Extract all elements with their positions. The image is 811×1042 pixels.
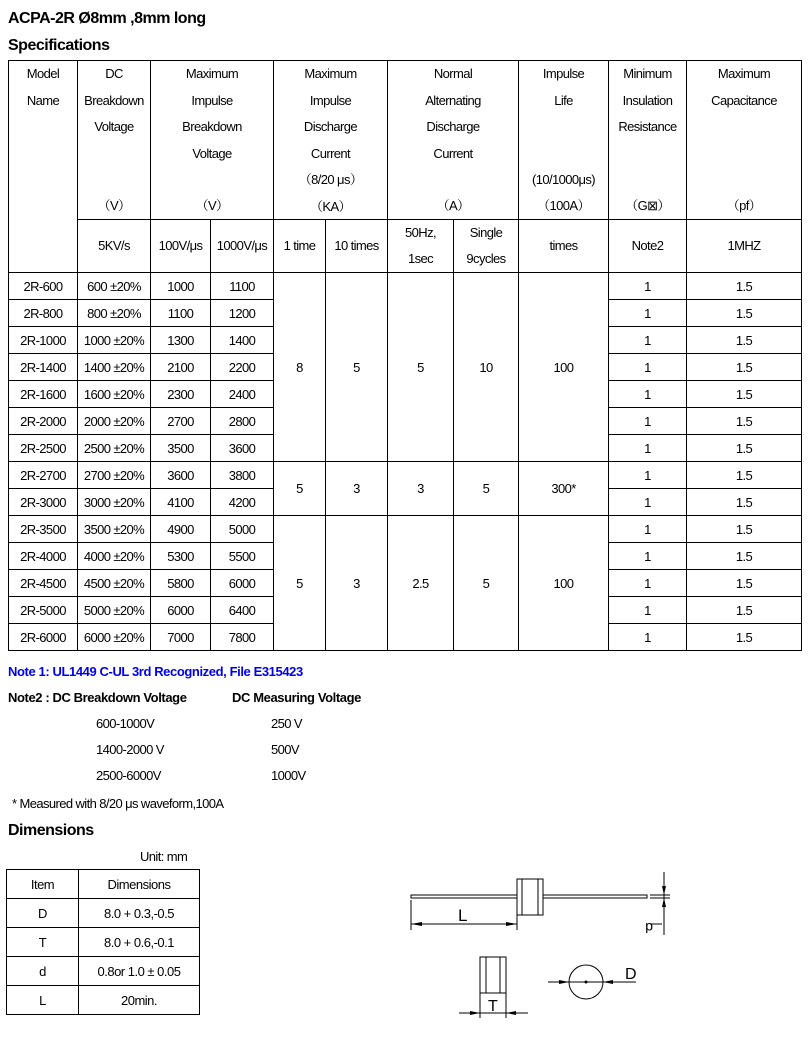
- impulse-breakdown-100: 4100: [151, 489, 211, 516]
- model-name: 2R-3500: [9, 516, 78, 543]
- impulse-breakdown-100: 2700: [151, 408, 211, 435]
- label-d: d: [645, 920, 653, 936]
- text-line: 100V/μs: [158, 238, 203, 253]
- subheader-cell: [388, 220, 454, 273]
- header-line: DC: [105, 66, 123, 81]
- insulation-resistance: 1: [609, 597, 687, 624]
- header-line: Impulse: [309, 92, 352, 108]
- header-line: Maximum: [717, 66, 771, 81]
- label-L: L: [458, 906, 468, 925]
- header-line: Life: [554, 92, 573, 108]
- dc-breakdown-voltage: 800 ±20%: [78, 300, 151, 327]
- insulation-resistance: 1: [609, 300, 687, 327]
- model-name: 2R-1600: [9, 381, 78, 408]
- dc-breakdown-voltage: 3500 ±20%: [78, 516, 151, 543]
- subheader-cell: [211, 220, 274, 273]
- dc-breakdown-voltage: 4000 ±20%: [78, 543, 151, 570]
- capacitance: 1.5: [687, 570, 802, 597]
- impulse-breakdown-100: 3600: [151, 462, 211, 489]
- component-diagram: [400, 850, 690, 1030]
- impulse-breakdown-100: 3500: [151, 435, 211, 462]
- header-unit: （pf）: [726, 198, 762, 213]
- impulse-breakdown-1000: 2800: [211, 408, 274, 435]
- body-side: [517, 879, 543, 915]
- model-name: 2R-4000: [9, 543, 78, 570]
- note-1: Note 1: UL1449 C-UL 3rd Recognized, File E315423: [8, 664, 303, 679]
- model-name: 2R-6000: [9, 624, 78, 651]
- impulse-breakdown-100: 6000: [151, 597, 211, 624]
- header-line: Insulation: [622, 92, 673, 108]
- impulse-breakdown-100: 7000: [151, 624, 211, 651]
- discharge-1-time: 5: [274, 516, 326, 651]
- header-unit: （V）: [97, 198, 131, 213]
- capacitance: 1.5: [687, 273, 802, 300]
- dim-value: 8.0 + 0.6,-0.1: [79, 928, 200, 957]
- dc-breakdown-voltage: 5000 ±20%: [78, 597, 151, 624]
- column-header: [274, 61, 388, 220]
- dim-row: [7, 928, 200, 957]
- impulse-breakdown-1000: 1200: [211, 300, 274, 327]
- impulse-breakdown-100: 5800: [151, 570, 211, 597]
- insulation-resistance: 1: [609, 327, 687, 354]
- measuring-voltage: 500V: [271, 742, 299, 757]
- discharge-10-times: 3: [326, 462, 388, 516]
- header-line: Normal: [433, 66, 473, 81]
- label-T: T: [488, 998, 498, 1015]
- dc-breakdown-voltage: 2700 ±20%: [78, 462, 151, 489]
- model-name: 2R-4500: [9, 570, 78, 597]
- dc-breakdown-voltage: 1000 ±20%: [78, 327, 151, 354]
- capacitance: 1.5: [687, 489, 802, 516]
- model-name: 2R-1400: [9, 354, 78, 381]
- subheader-cell: [326, 220, 388, 273]
- note-2-col2: DC Measuring Voltage: [232, 690, 362, 705]
- text-line: 10 times: [334, 238, 379, 253]
- subheader-cell: [151, 220, 211, 273]
- insulation-resistance: 1: [609, 462, 687, 489]
- header-line: （8/20 μs）: [298, 172, 363, 187]
- header-line: Resistance: [618, 119, 677, 134]
- insulation-resistance: 1: [609, 543, 687, 570]
- subheader-cell: [687, 220, 802, 273]
- ac-50hz: 3: [388, 462, 454, 516]
- capacitance: 1.5: [687, 327, 802, 354]
- measuring-voltage: 1000V: [271, 768, 306, 783]
- column-header: [9, 61, 78, 273]
- impulse-life: 300*: [519, 462, 609, 516]
- dim-item: T: [7, 928, 79, 957]
- column-header: [609, 61, 687, 220]
- capacitance: 1.5: [687, 354, 802, 381]
- text-line: Single: [469, 225, 503, 240]
- dimensions-heading: Dimensions: [8, 822, 94, 839]
- text-line: times: [549, 238, 578, 253]
- dc-breakdown-voltage: 2000 ±20%: [78, 408, 151, 435]
- specifications-table: [8, 60, 802, 651]
- subheader-cell: [454, 220, 519, 273]
- header-line: Maximum: [185, 66, 239, 81]
- header-line: Maximum: [304, 66, 357, 81]
- ac-single-9cycles: 10: [454, 273, 519, 462]
- column-header: [151, 61, 274, 220]
- header-line: Impulse: [191, 92, 233, 108]
- header-line: Alternating: [425, 92, 481, 108]
- insulation-resistance: 1: [609, 273, 687, 300]
- header-line: Name: [26, 92, 60, 108]
- dim-column-header: Item: [7, 870, 79, 899]
- subheader-cell: [274, 220, 326, 273]
- impulse-breakdown-100: 1000: [151, 273, 211, 300]
- impulse-breakdown-100: 2300: [151, 381, 211, 408]
- capacitance: 1.5: [687, 462, 802, 489]
- capacitance: 1.5: [687, 597, 802, 624]
- header-line: Voltage: [94, 119, 134, 134]
- impulse-breakdown-1000: 6000: [211, 570, 274, 597]
- impulse-breakdown-1000: 7800: [211, 624, 274, 651]
- header-line: Voltage: [192, 145, 232, 161]
- header-line: Breakdown: [84, 92, 144, 108]
- label-D: D: [625, 966, 637, 983]
- table-row: [9, 462, 802, 489]
- capacitance: 1.5: [687, 300, 802, 327]
- model-name: 2R-2000: [9, 408, 78, 435]
- lead-right: [543, 895, 647, 898]
- measuring-voltage: 250 V: [271, 716, 302, 731]
- header-line: Capacitance: [711, 92, 777, 108]
- impulse-life: 100: [519, 516, 609, 651]
- dim-value: 8.0 + 0.3,-0.5: [79, 899, 200, 928]
- column-header: [687, 61, 802, 220]
- header-line: Minimum: [623, 66, 672, 81]
- breakdown-range: 600-1000V: [96, 716, 155, 731]
- capacitance: 1.5: [687, 408, 802, 435]
- header-line: Current: [310, 145, 351, 161]
- header-unit: （G⊠）: [625, 198, 670, 213]
- dim-value: 0.8or 1.0 ± 0.05: [79, 957, 200, 986]
- impulse-breakdown-100: 2100: [151, 354, 211, 381]
- capacitance: 1.5: [687, 381, 802, 408]
- impulse-breakdown-1000: 2200: [211, 354, 274, 381]
- insulation-resistance: 1: [609, 408, 687, 435]
- text-line: 1000V/μs: [216, 238, 268, 253]
- header-line: Impulse: [542, 66, 585, 81]
- insulation-resistance: 1: [609, 354, 687, 381]
- dim-row: [7, 957, 200, 986]
- discharge-10-times: 5: [326, 273, 388, 462]
- lead-left: [411, 895, 517, 898]
- header-line: Discharge: [303, 119, 358, 134]
- breakdown-range: 2500-6000V: [96, 768, 161, 783]
- ac-single-9cycles: 5: [454, 462, 519, 516]
- dc-breakdown-voltage: 600 ±20%: [78, 273, 151, 300]
- discharge-10-times: 3: [326, 516, 388, 651]
- dim-item: d: [7, 957, 79, 986]
- specifications-heading: Specifications: [8, 37, 110, 54]
- capacitance: 1.5: [687, 516, 802, 543]
- footnote: * Measured with 8/20 μs waveform,100A: [12, 796, 224, 811]
- breakdown-range: 1400-2000 V: [96, 742, 164, 757]
- dc-breakdown-voltage: 1600 ±20%: [78, 381, 151, 408]
- impulse-breakdown-1000: 3600: [211, 435, 274, 462]
- dimensions-table: [6, 869, 200, 1015]
- dim-row: [7, 986, 200, 1015]
- note-2-label: Note2 : DC Breakdown Voltage: [8, 690, 187, 705]
- impulse-life: 100: [519, 273, 609, 462]
- header-line: Breakdown: [182, 119, 242, 134]
- capacitance: 1.5: [687, 435, 802, 462]
- dim-value: 20min.: [79, 986, 200, 1015]
- impulse-breakdown-1000: 6400: [211, 597, 274, 624]
- text-line: 1MHZ: [727, 238, 761, 253]
- table-row: [9, 273, 802, 300]
- impulse-breakdown-1000: 1100: [211, 273, 274, 300]
- insulation-resistance: 1: [609, 489, 687, 516]
- header-row: [9, 61, 802, 220]
- insulation-resistance: 1: [609, 516, 687, 543]
- insulation-resistance: 1: [609, 570, 687, 597]
- header-unit: （V）: [195, 198, 229, 213]
- header-unit: （KA）: [310, 198, 351, 214]
- text-line: 50Hz,: [405, 225, 436, 240]
- ac-50hz: 5: [388, 273, 454, 462]
- body-front: [480, 957, 506, 993]
- header-line: Model: [26, 66, 60, 81]
- dim-row: [7, 899, 200, 928]
- impulse-breakdown-1000: 4200: [211, 489, 274, 516]
- header-line: Discharge: [426, 119, 480, 134]
- dim-column-header: Dimensions: [79, 870, 200, 899]
- table-row: [9, 516, 802, 543]
- text-line: 1 time: [283, 238, 316, 253]
- model-name: 2R-800: [9, 300, 78, 327]
- dc-breakdown-voltage: 2500 ±20%: [78, 435, 151, 462]
- header-unit: (10/1000μs) （100A）: [531, 172, 596, 213]
- unit-label: Unit: mm: [140, 849, 188, 864]
- dc-breakdown-voltage: 6000 ±20%: [78, 624, 151, 651]
- ac-50hz: 2.5: [388, 516, 454, 651]
- impulse-breakdown-100: 5300: [151, 543, 211, 570]
- text-line: 5KV/s: [98, 238, 130, 253]
- page-title: ACPA-2R Ø8mm ,8mm long: [8, 10, 206, 27]
- impulse-breakdown-1000: 5000: [211, 516, 274, 543]
- dc-breakdown-voltage: 1400 ±20%: [78, 354, 151, 381]
- discharge-1-time: 5: [274, 462, 326, 516]
- model-name: 2R-1000: [9, 327, 78, 354]
- model-name: 2R-3000: [9, 489, 78, 516]
- dc-breakdown-voltage: 3000 ±20%: [78, 489, 151, 516]
- insulation-resistance: 1: [609, 624, 687, 651]
- insulation-resistance: 1: [609, 435, 687, 462]
- model-name: 2R-2700: [9, 462, 78, 489]
- dim-header-row: [7, 870, 200, 899]
- dim-item: L: [7, 986, 79, 1015]
- model-name: 2R-5000: [9, 597, 78, 624]
- insulation-resistance: 1: [609, 381, 687, 408]
- model-name: 2R-600: [9, 273, 78, 300]
- text-line: 9cycles: [466, 251, 506, 266]
- impulse-breakdown-100: 1300: [151, 327, 211, 354]
- subheader-cell: [519, 220, 609, 273]
- impulse-breakdown-100: 4900: [151, 516, 211, 543]
- impulse-breakdown-1000: 1400: [211, 327, 274, 354]
- header-unit: （A）: [436, 198, 470, 213]
- subheader-row: [9, 220, 802, 273]
- dc-breakdown-voltage: 4500 ±20%: [78, 570, 151, 597]
- dim-item: D: [7, 899, 79, 928]
- header-line: Current: [433, 145, 473, 161]
- impulse-breakdown-1000: 5500: [211, 543, 274, 570]
- subheader-cell: [78, 220, 151, 273]
- impulse-breakdown-1000: 3800: [211, 462, 274, 489]
- column-header: [388, 61, 519, 220]
- text-line: Note2: [631, 238, 664, 253]
- ac-single-9cycles: 5: [454, 516, 519, 651]
- subheader-cell: [609, 220, 687, 273]
- column-header: [78, 61, 151, 220]
- impulse-breakdown-100: 1100: [151, 300, 211, 327]
- column-header: [519, 61, 609, 220]
- impulse-breakdown-1000: 2400: [211, 381, 274, 408]
- model-name: 2R-2500: [9, 435, 78, 462]
- capacitance: 1.5: [687, 624, 802, 651]
- discharge-1-time: 8: [274, 273, 326, 462]
- text-line: 1sec: [407, 251, 434, 266]
- capacitance: 1.5: [687, 543, 802, 570]
